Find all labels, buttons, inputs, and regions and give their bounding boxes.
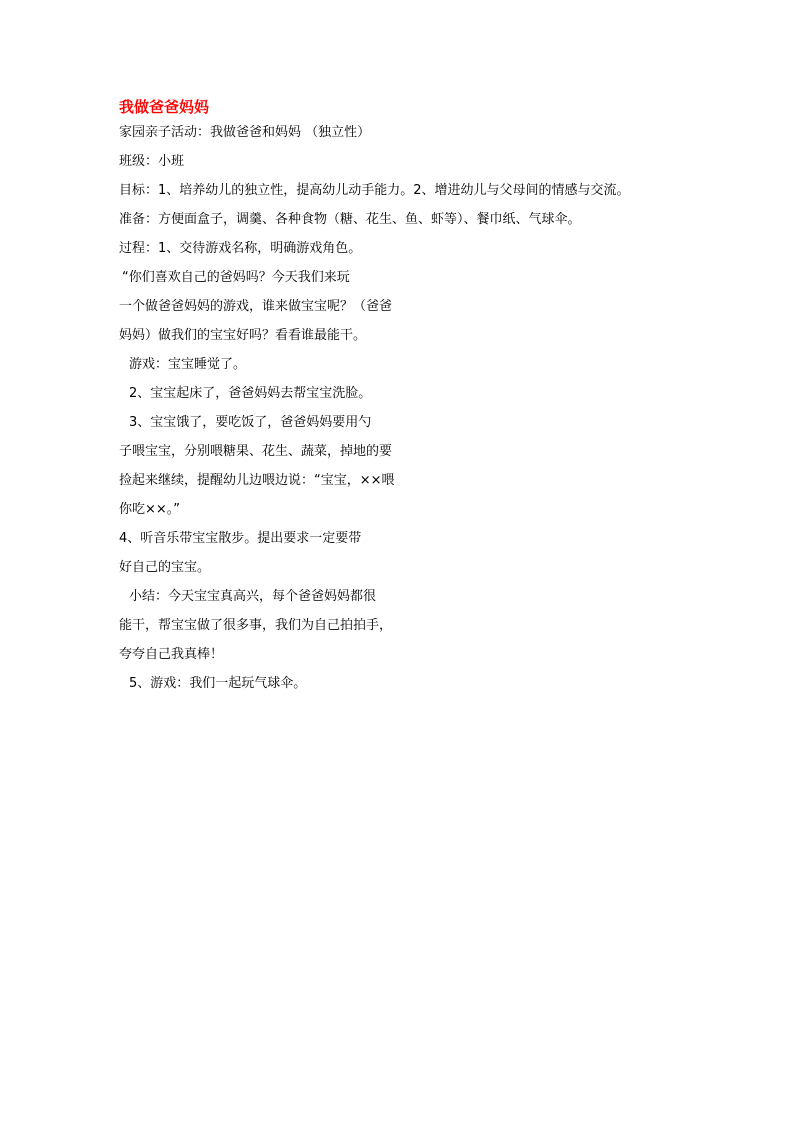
class-line: 班级：小班 [119,154,185,169]
preparation-line: 准备：方便面盒子，调羹、各种食物（糖、花生、鱼、虾等）、餐巾纸、气球伞。 [119,212,581,227]
step-4-line-2: 好自己的宝宝。 [119,560,211,575]
dialogue-line-3: 妈妈）做我们的宝宝好吗？看看谁最能干。 [119,328,367,343]
activity-line: 家园亲子活动：我做爸爸和妈妈 （独立性） [119,125,371,140]
document-body [119,96,679,698]
step-4-line-1: 4、听音乐带宝宝散步。提出要求一定要带 [119,531,362,546]
summary-line-3: 夸夸自己我真棒！ [119,647,224,662]
step-5-line: 5、游戏：我们一起玩气球伞。 [129,676,307,691]
dialogue-line-2: 一个做爸爸妈妈的游戏，谁来做宝宝呢？（爸爸 [119,299,393,314]
step-3-line-1: 3、宝宝饿了，要吃饭了，爸爸妈妈要用勺 [129,415,372,430]
step-3-line-4: 你吃××。” [119,502,181,517]
document-title: 我做爸爸妈妈 [119,98,210,116]
process-line: 过程：1、交待游戏名称，明确游戏角色。 [119,241,362,256]
step-2-line: 2、宝宝起床了，爸爸妈妈去帮宝宝洗脸。 [129,386,372,401]
goal-line: 目标：1、培养幼儿的独立性，提高幼儿动手能力。2、增进幼儿与父母间的情感与交流。 [119,183,630,198]
dialogue-line-1: “你们喜欢自己的爸妈吗？今天我们来玩 [122,270,350,285]
summary-line-2: 能干，帮宝宝做了很多事，我们为自己拍拍手， [119,618,393,633]
summary-line-1: 小结：今天宝宝真高兴，每个爸爸妈妈都很 [129,589,377,604]
game-line: 游戏：宝宝睡觉了。 [129,357,247,372]
step-3-line-2: 子喂宝宝，分别喂糖果、花生、蔬菜，掉地的要 [119,444,393,459]
step-3-line-3: 捡起来继续，提醒幼儿边喂边说：“宝宝，××喂 [119,473,395,488]
